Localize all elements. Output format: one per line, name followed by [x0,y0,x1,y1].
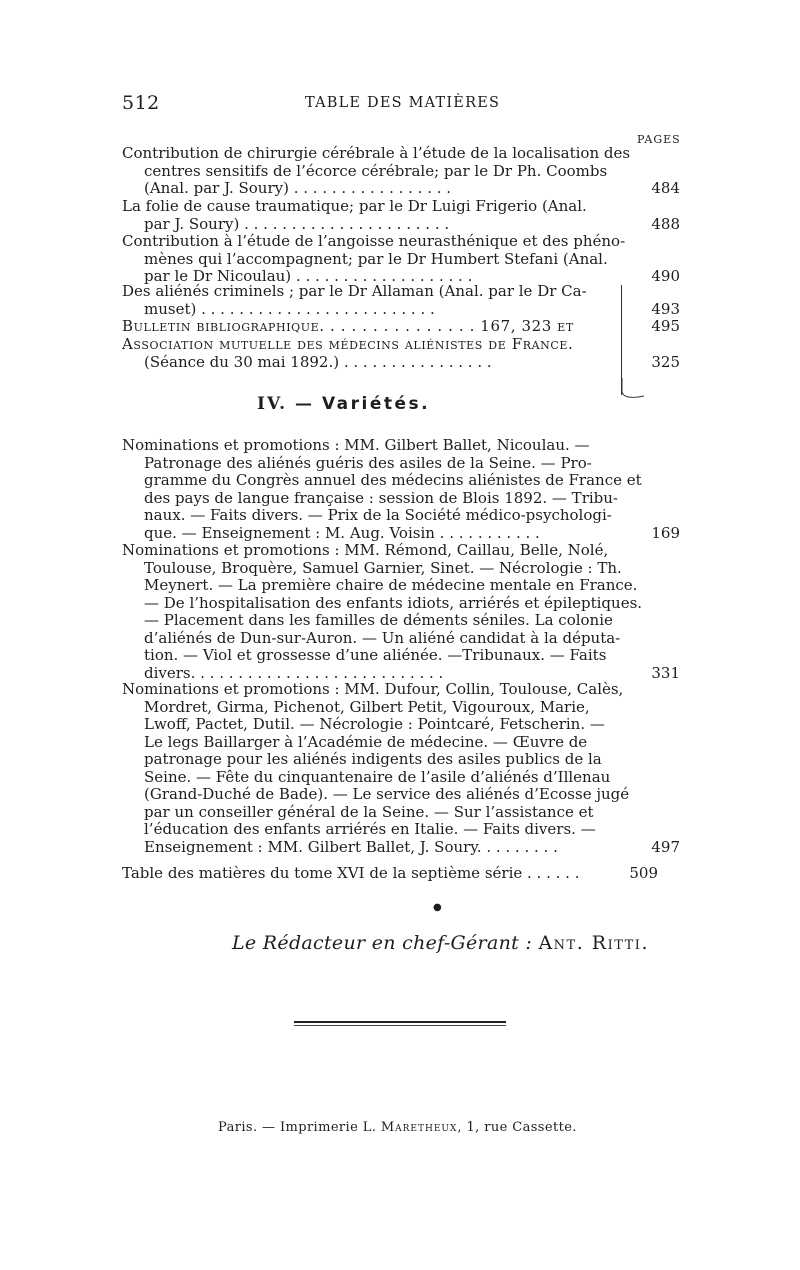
entry-line: Nominations et promotions : MM. Rémond, Caillau, Belle, Nolé, [122,541,609,559]
section-title: Variétés. [321,394,431,414]
entry-line: — Placement dans les familles de déments séniles. La colonie [144,611,613,629]
entry-line: Association mutuelle des médecins aliénistes de France. [122,335,574,353]
entry-line: centres sensitifs de l’écorce cérébrale; par le Dr Ph. Coombs [144,161,608,180]
entry-line: (Grand-Duché de Bade). — Le service des aliénés d’Ecosse jugé [144,785,630,803]
running-title: TABLE DES MATIÈRES [305,95,501,111]
entry-line: Nominations et promotions : MM. Dufour, Collin, Toulouse, Calès, [122,680,624,698]
entry-line: que. — Enseignement : M. Aug. Voisin . . . . . . . . . . . 169 [144,523,680,542]
entry-page: 497 [651,837,680,856]
entry-line: par J. Soury) . . . . . . . . . . . . . . . . . . . . . . 488 [144,214,680,233]
entry-page: 169 [651,523,680,542]
margin-curve [606,378,646,404]
entry-line: muset) . . . . . . . . . . . . . . . . . . . . . . . . . 493 [144,299,680,318]
entry-line: par le Dr Nicoulau) . . . . . . . . . . . . . . . . . . . 490 [144,267,680,285]
entry-page: 484 [651,179,680,197]
toc-entry [122,145,680,198]
entry-line: naux. — Faits divers. — Prix de la Société médico-psychologi- [144,506,612,524]
imprint-printer: Maretheux [380,1120,458,1135]
entry-line: Nominations et promotions : MM. Gilbert Ballet, Nicoulau. — [122,436,590,454]
toc-entry [122,437,680,542]
entry-line: Patronage des aliénés guéris des asiles de la Seine. — Pro- [144,453,592,472]
toc-entry [122,233,680,286]
toc-entry [122,336,680,371]
page-number: 512 [122,92,160,114]
entry-line: (Séance du 30 mai 1892.) . . . . . . . . . . . . . . . . 325 [144,352,680,371]
entry-line: Contribution à l’étude de l’angoisse neurasthénique et des phéno- [122,232,626,250]
entry-line: Seine. — Fête du cinquantenaire de l’asile d’aliénés d’Illenau [144,767,611,786]
signature [232,932,649,954]
toc-entry [122,318,680,336]
entry-line: Bulletin bibliographique. . . . . . . . . . . . . . . 167, 323 et 495 [122,317,680,335]
entry-line: mènes qui l’accompagnent; par le Dr Humbert Stefani (Anal. [144,249,608,268]
entry-line: Meynert. — La première chaire de médecine mentale en France. [144,576,638,594]
toc-entry [122,542,680,682]
ornament-dot: ● [433,902,442,913]
entry-page: 488 [651,214,680,233]
divider-rule [294,1021,506,1023]
signature-name: Ant. Ritti. [538,932,649,954]
toc-entry [122,198,680,233]
pages-column-label: PAGES [637,133,681,146]
entry-line: d’aliénés de Dun-sur-Auron. — Un aliéné candidat à la députa- [144,628,621,647]
entry-line: Enseignement : MM. Gilbert Ballet, J. Soury. . . . . . . . . 497 [144,837,680,856]
summary-line [122,864,658,882]
imprint-prefix: Paris. — Imprimerie L. [218,1120,377,1135]
printer-imprint [218,1120,577,1135]
section-numeral: IV. [257,394,288,414]
divider-rule [294,1025,506,1026]
entry-page: 490 [651,267,680,285]
entry-line: — De l’hospitalisation des enfants idiots, arriérés et épileptiques. [144,593,643,612]
entry-line: tion. — Viol et grossesse d’une aliénée. —Tribunaux. — Faits [144,646,607,664]
entry-line: Le legs Baillarger à l’Académie de médecine. — Œuvre de [144,732,588,751]
entry-line: (Anal. par J. Soury) . . . . . . . . . . . . . . . . . 484 [144,179,680,197]
entry-line: l’éducation des enfants arriérés en Italie. — Faits divers. — [144,820,596,838]
summary-text: Table des matières du tome XVI de la septième série . . . . . . [122,864,580,882]
entry-line: Mordret, Girma, Pichenot, Gilbert Petit, Vigouroux, Marie, [144,697,590,716]
imprint-suffix: , 1, rue Cassette. [457,1120,577,1135]
entry-line: par un conseiller général de la Seine. — Sur l’assistance et [144,802,594,821]
entry-line: La folie de cause traumatique; par le Dr Luigi Frigerio (Anal. [122,197,587,215]
toc-entry [122,681,680,856]
entry-line: divers. . . . . . . . . . . . . . . . . . . . . . . . . . . 331 [144,663,680,682]
section-dash: — [295,394,315,414]
entry-line: Toulouse, Broquère, Samuel Garnier, Sinet. — Nécrologie : Th. [144,558,622,577]
summary-page: 509 [629,864,658,882]
entry-line: des pays de langue française : session de Blois 1892. — Tribu- [144,488,618,507]
signature-role: Le Rédacteur en chef-Gérant : [232,932,533,954]
entry-page: 495 [651,317,680,335]
entry-page: 493 [651,299,680,318]
entry-line: Lwoff, Pactet, Dutil. — Nécrologie : Pointcaré, Fetscherin. — [144,715,605,733]
entry-line: patronage pour les aliénés indigents des asiles publics de la [144,750,602,768]
entry-line: Des aliénés criminels ; par le Dr Allaman (Anal. par le Dr Ca- [122,282,587,300]
toc-entry [122,283,680,318]
entry-line: Contribution de chirurgie cérébrale à l’étude de la localisation des [122,144,631,162]
entry-line: gramme du Congrès annuel des médecins aliénistes de France et [144,471,642,489]
section-heading [257,394,430,414]
entry-page: 331 [651,663,680,682]
entry-page: 325 [651,352,680,371]
